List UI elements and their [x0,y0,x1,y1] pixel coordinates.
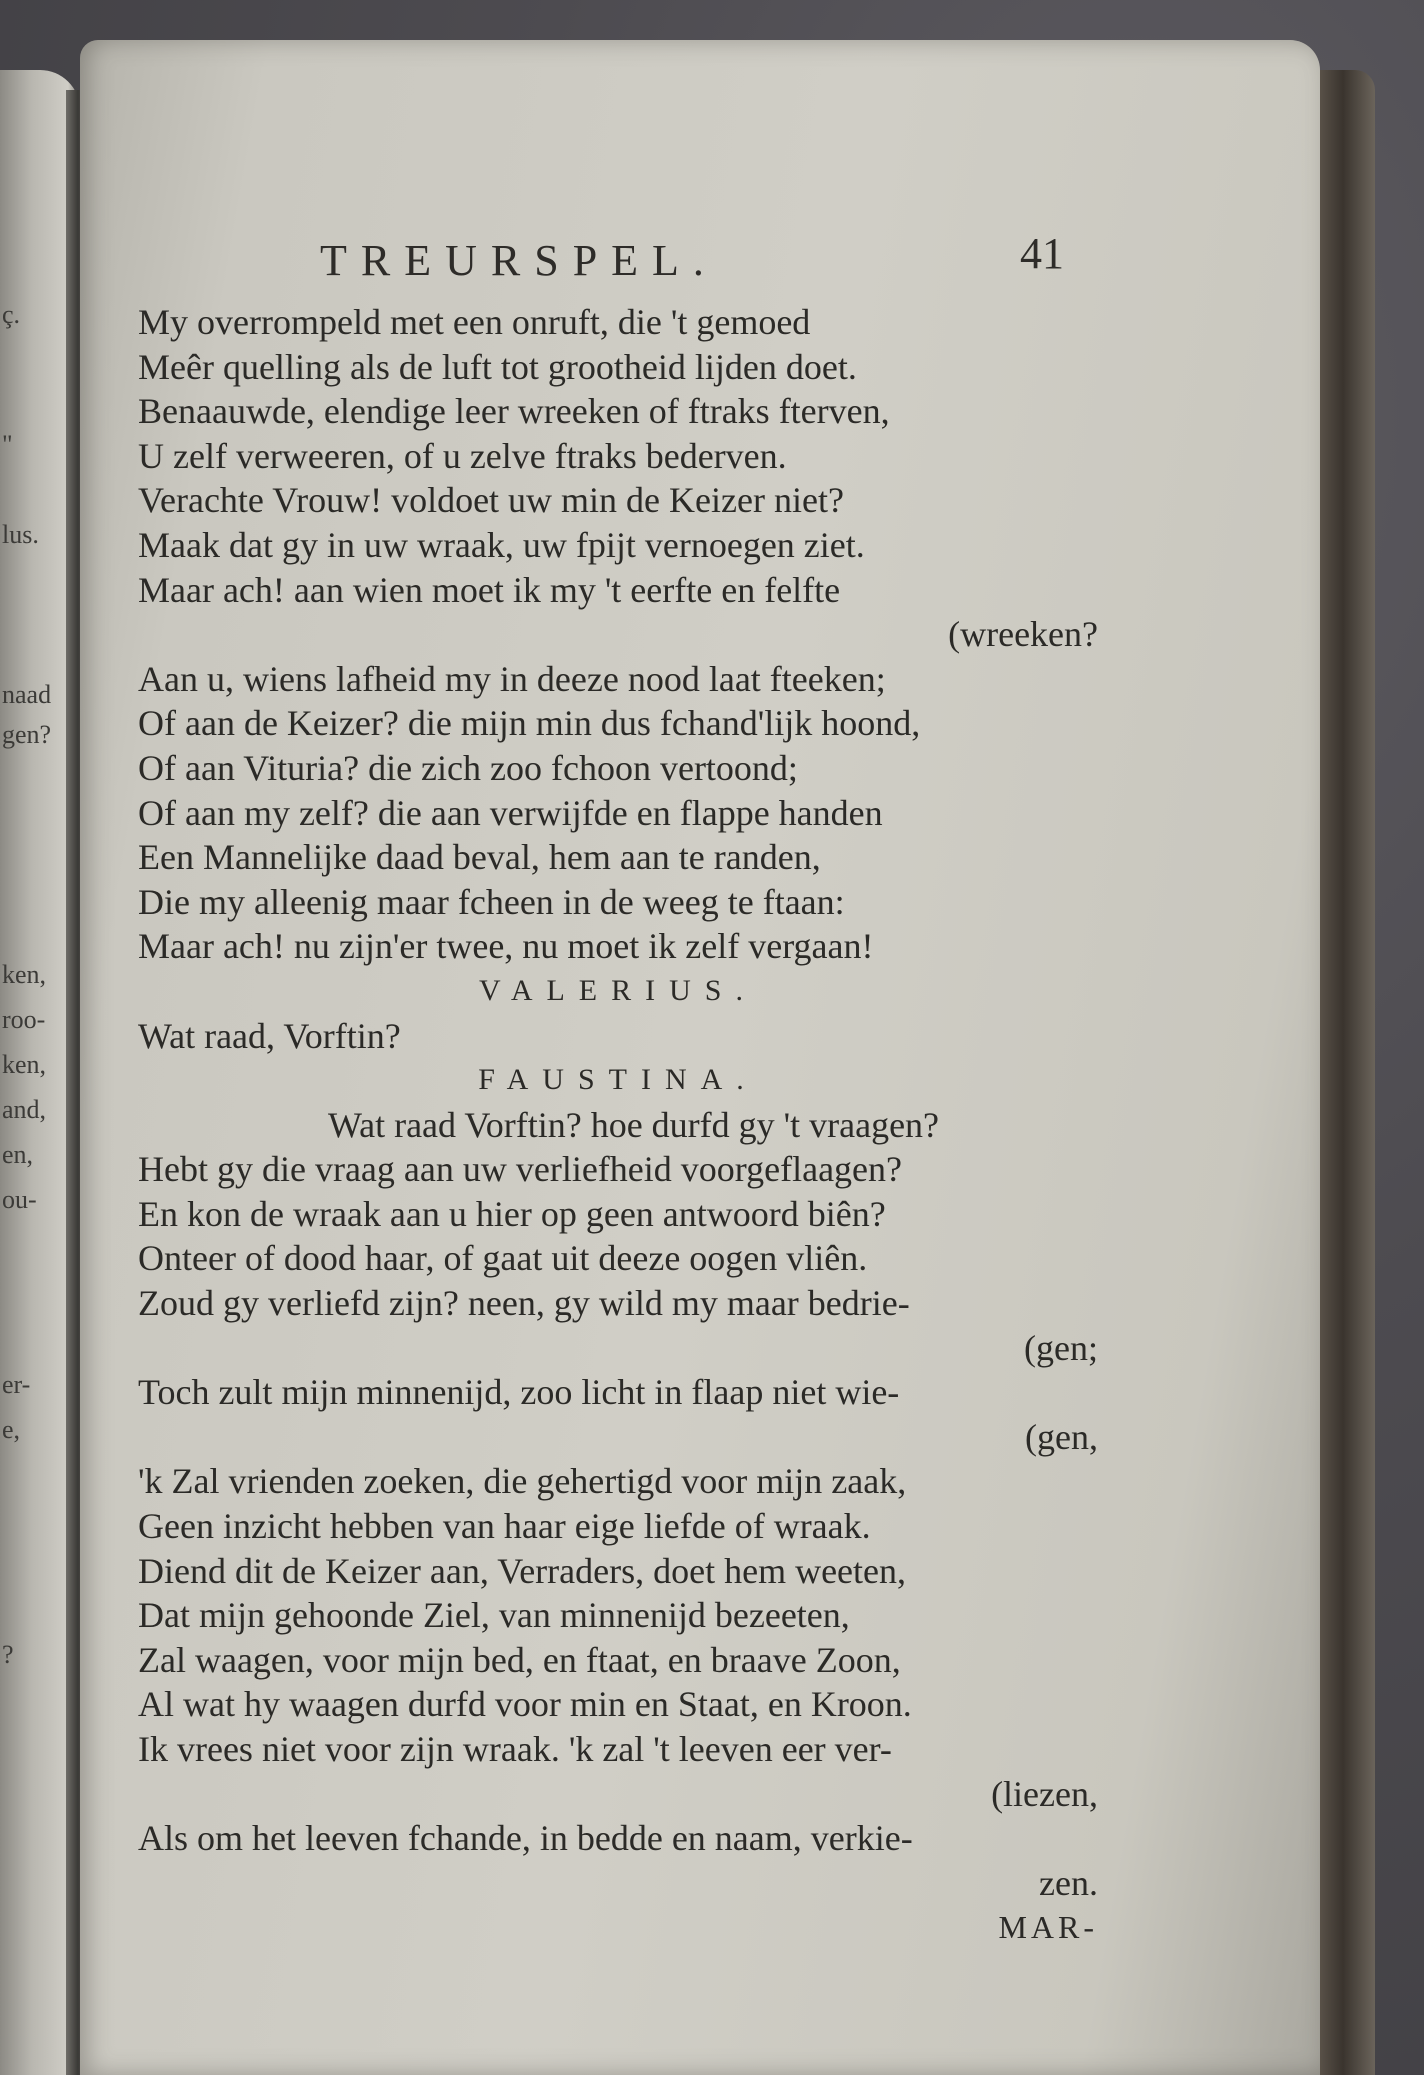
verse-line: (gen, [1025,1416,1098,1457]
verse-line: (wreeken? [948,614,1098,655]
verse-line: Wat raad Vorftin? hoe durfd gy 't vraagen? [328,1104,940,1145]
left-page-fragment: ç. [2,300,21,329]
verse-line: (gen; [1024,1327,1098,1368]
verse-line: Wat raad, Vorftin? [138,1015,401,1056]
verse-line: Meêr quelling als de luft tot grootheid lijden doet. [138,346,857,387]
verse-line: Benaauwde, elendige leer wreeken of ftraks fterven, [138,391,890,432]
verse-line: Of aan my zelf? die aan verwijfde en flappe handen [138,792,883,833]
verse-line: Die my alleenig maar fcheen in de weeg te ftaan: [138,881,845,922]
left-page-fragment: ken, [2,1050,47,1079]
verse-line: Zoud gy verliefd zijn? neen, gy wild my maar bedrie- [138,1283,910,1324]
left-page-fragment: roo- [2,1005,46,1034]
verse-line: Diend dit de Keizer aan, Verraders, doet hem weeten, [138,1550,907,1591]
page-number: 41 [1020,229,1064,278]
verse-line: U zelf verweeren, of u zelve ftraks bederven. [138,435,787,476]
speaker-name: VALERIUS. [479,973,757,1007]
speaker-name: FAUSTINA. [478,1063,758,1097]
verse-line: Hebt gy die vraag aan uw verliefheid voorgeflaagen? [138,1149,902,1190]
verse-line: Aan u, wiens lafheid my in deeze nood laat fteeken; [138,658,886,699]
left-page-fragment: ken, [2,960,47,989]
verse-text [138,300,1098,1950]
verse-line: Dat mijn gehoonde Ziel, van minnenijd bezeeten, [138,1595,850,1636]
verse-line: Of aan Vituria? die zich zoo fchoon vertoond; [138,747,798,788]
verse-line: En kon de wraak aan u hier op geen antwoord biên? [138,1193,886,1234]
catchword: MAR- [998,1909,1098,1946]
verse-line: Zal waagen, voor mijn bed, en ftaat, en braave Zoon, [138,1639,901,1680]
verse-line: Onteer of dood haar, of gaat uit deeze oogen vliên. [138,1238,868,1279]
verse-line: Maar ach! nu zijn'er twee, nu moet ik zelf vergaan! [138,926,874,967]
verse-line: Maar ach! aan wien moet ik my 't eerfte en felfte [138,569,841,610]
verse-line: Ik vrees niet voor zijn wraak. 'k zal 't leeven eer ver- [138,1729,892,1769]
verse-line: 'k Zal vrienden zoeken, die gehertigd voor mijn zaak, [138,1461,907,1502]
left-page-fragment: lus. [2,520,39,549]
verse-line: My overrompeld met een onruft, die 't gemoed [138,302,811,342]
verse-line: Toch zult mijn minnenijd, zoo licht in flaap niet wie- [138,1372,900,1413]
left-page-fragment: e, [2,1415,21,1444]
left-page-fragment: ? [2,1640,14,1669]
left-page-fragment: and, [2,1095,47,1124]
verse-line: Of aan de Keizer? die mijn min dus fchand'lijk hoond, [138,703,921,744]
left-page-fragment: ou- [2,1185,37,1214]
verse-line: Maak dat gy in uw wraak, uw fpijt vernoegen ziet. [138,524,865,565]
left-page-fragment: en, [2,1140,34,1169]
left-page-fragment: naad [2,680,52,709]
verse-line: Geen inzicht hebben van haar eige liefde of wraak. [138,1506,871,1547]
verse-line: Verachte Vrouw! voldoet uw min de Keizer niet? [138,480,844,521]
verse-line: (liezen, [991,1773,1098,1814]
verse-line: Als om het leeven fchande, in bedde en naam, verkie- [138,1818,913,1859]
left-page-fragment: er- [2,1370,31,1399]
verse-line: Een Mannelijke daad beval, hem aan te randen, [138,837,821,878]
verse-line: Al wat hy waagen durfd voor min en Staat, en Kroon. [138,1684,912,1725]
verse-line: zen. [1039,1862,1098,1903]
left-page-fragment: gen? [2,720,52,749]
left-page-fragment: " [2,430,13,459]
running-head: TREURSPEL. [320,236,718,285]
